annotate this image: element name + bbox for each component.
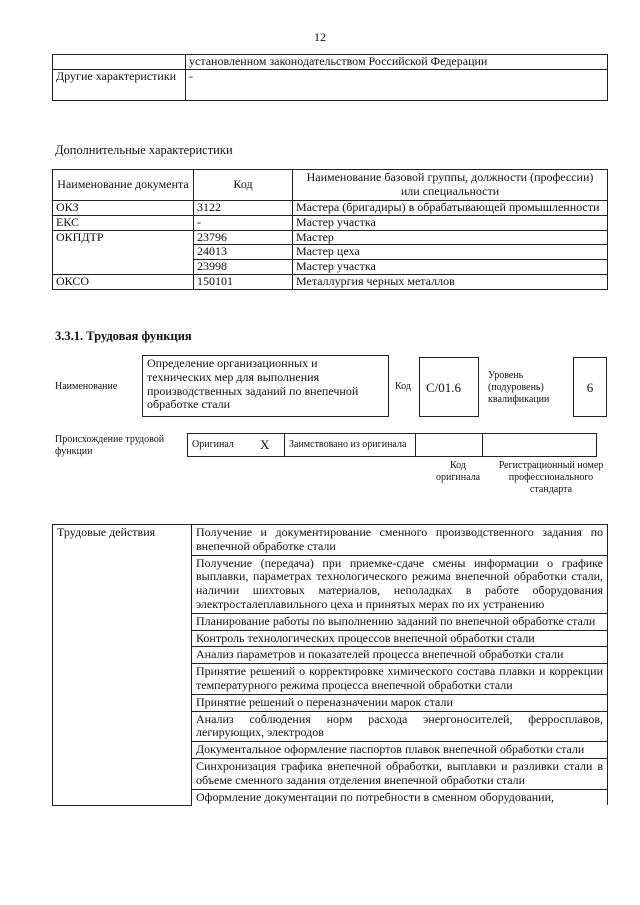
borrowed-label: Заимствовано из оригинала (285, 434, 416, 457)
table-row (53, 201, 608, 216)
cell-code: 3122 (194, 201, 293, 216)
labor-action: Оформление документации по потребности в сменном оборудовании, (192, 789, 608, 805)
level-value: 6 (573, 357, 607, 417)
cell-code: 23796 (194, 230, 293, 245)
table-row (188, 434, 597, 457)
reg-caption: Регистрационный номер профессионального стандарта (498, 460, 604, 495)
labor-actions-table (52, 524, 608, 806)
cell-name: Мастер участка (293, 215, 608, 230)
cell-code: 23998 (194, 260, 293, 275)
header-doc: Наименование документа (53, 170, 194, 201)
labor-action: Планирование работы по выполнению заданий по внепечной обработке стали (192, 613, 608, 630)
top-table (52, 54, 608, 101)
section-title: 3.3.1. Трудовая функция (55, 329, 192, 343)
labor-action: Анализ соблюдения норм расхода энергоносителей, ферросплавов, легирующих, электродов (192, 711, 608, 742)
labor-action: Синхронизация графика внепечной обработки, выплавки и разливки стали в объеме сменного задания отделения внепечной обработки стали (192, 758, 608, 789)
cell-doc: ОКЗ (53, 201, 194, 216)
original-mark: X (256, 434, 285, 457)
table-row (53, 525, 608, 556)
labor-action: Документальное оформление паспортов плавок внепечной обработки стали (192, 742, 608, 759)
table-header-row (53, 170, 608, 201)
cell-name: Мастер участка (293, 260, 608, 275)
cell-name: Металлургия черных металлов (293, 274, 608, 289)
cell-code: 150101 (194, 274, 293, 289)
cell-code: - (194, 215, 293, 230)
cell-code: 24013 (194, 245, 293, 260)
cell-doc: ОКСО (53, 274, 194, 289)
origin-label: Происхождение трудовой функции (55, 434, 165, 457)
additional-title: Дополнительные характеристики (55, 143, 233, 157)
header-code: Код (194, 170, 293, 201)
table-cell: - (186, 70, 608, 101)
table-row (53, 215, 608, 230)
additional-table (52, 169, 608, 290)
table-row (53, 274, 608, 289)
origin-table (187, 433, 597, 457)
row-label: Другие характеристики (53, 70, 186, 101)
header-name: Наименование базовой группы, должности (профессии) или специальности (293, 170, 608, 201)
code-label: Код (395, 381, 411, 392)
labor-action: Получение (передача) при приемке-сдаче смены информации о графике выплавки, параметрах технологического режима внепечной обработки стали, наличии шихтовых материалов, неполадках в работе оборудования электросталеплавильного цеха и принятых мерах по их устранению (192, 555, 608, 613)
cell-doc: ОКПДТР (53, 230, 194, 274)
page-number: 12 (314, 30, 326, 44)
table-cell: установленном законодательством Российской Федерации (186, 55, 608, 70)
labor-action: Контроль технологических процессов внепечной обработки стали (192, 630, 608, 647)
labor-action: Анализ параметров и показателей процесса внепечной обработки стали (192, 647, 608, 664)
labor-actions-label: Трудовые действия (53, 525, 192, 806)
original-label: Оригинал (188, 434, 257, 457)
name-label: Наименование (55, 381, 118, 392)
table-row (53, 70, 608, 101)
cell-name: Мастер (293, 230, 608, 245)
function-code: C/01.6 (419, 357, 479, 417)
level-label: Уровень (подуровень) квалификации (488, 370, 550, 405)
table-row (53, 55, 608, 70)
table-row (53, 230, 608, 245)
cell-name: Мастера (бригадиры) в обрабатывающей промышленности (293, 201, 608, 216)
labor-action: Получение и документирование сменного производственного задания по внепечной обработке стали (192, 525, 608, 556)
cell-name: Мастер цеха (293, 245, 608, 260)
labor-action: Принятие решений о переназначении марок стали (192, 694, 608, 711)
cell-doc: ЕКС (53, 215, 194, 230)
labor-action: Принятие решений о корректировке химического состава плавки и коррекции температурного режима процесса внепечной обработки стали (192, 664, 608, 695)
function-name: Определение организационных и технических мер для выполнения производственных заданий по внепечной обработке стали (142, 355, 389, 417)
code-caption: Код оригинала (435, 460, 481, 483)
